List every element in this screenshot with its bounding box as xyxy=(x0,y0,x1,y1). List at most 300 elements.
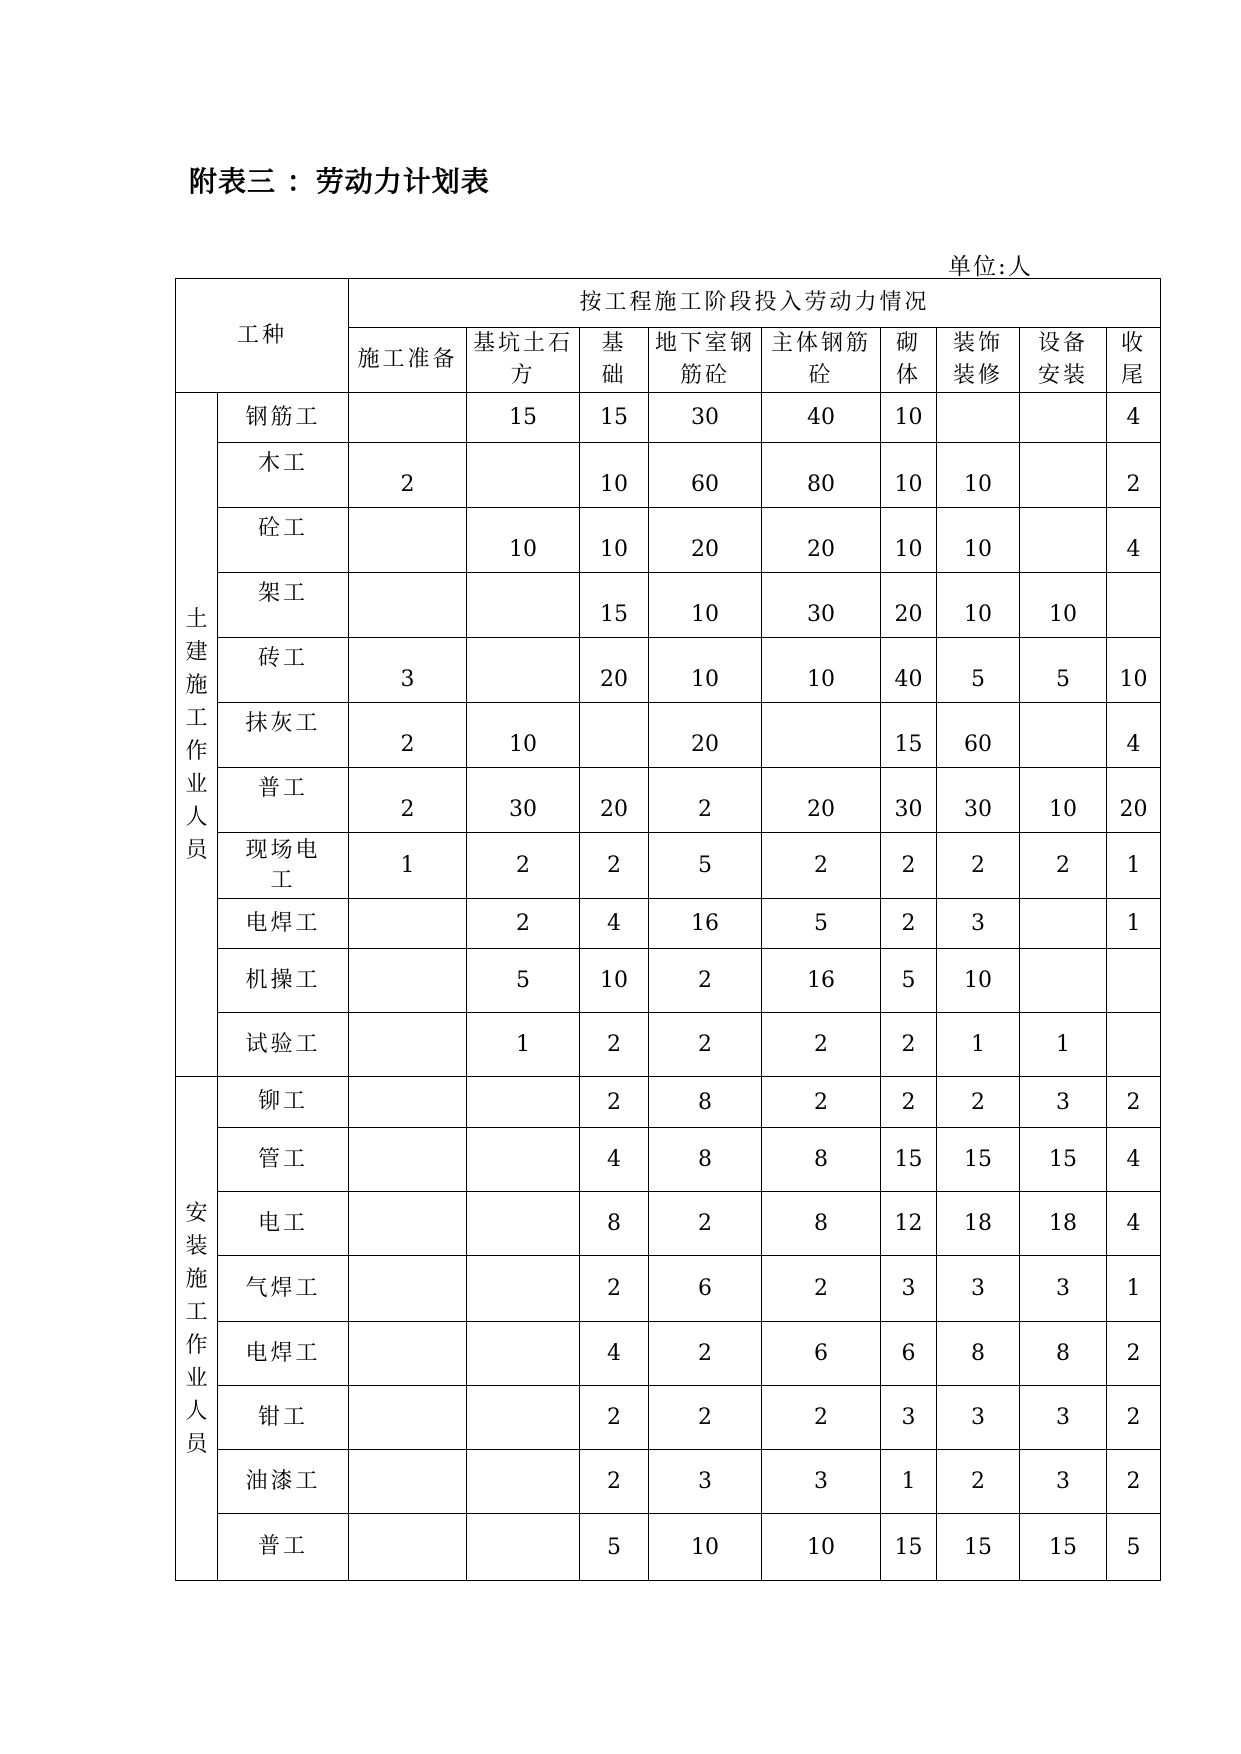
trade-name-cell xyxy=(218,1013,349,1077)
value-cell xyxy=(580,833,649,899)
cell-value: 1 xyxy=(400,853,415,878)
trade-name-cell xyxy=(218,1386,349,1450)
value-cell xyxy=(649,443,762,508)
cell-value: 10 xyxy=(964,601,993,627)
trade-name-cell xyxy=(218,393,349,443)
value-cell xyxy=(580,1322,649,1386)
cell-value: 40 xyxy=(894,666,923,692)
value-cell xyxy=(1020,1128,1107,1192)
value-cell xyxy=(349,1386,467,1450)
cell-value: 5 xyxy=(698,853,713,878)
table-row xyxy=(176,833,1161,899)
cell-value: 30 xyxy=(894,796,923,822)
cell-value: 8 xyxy=(698,1089,713,1115)
value-cell xyxy=(580,393,649,443)
header-trade-type xyxy=(176,279,349,393)
trade-name-cell xyxy=(218,1128,349,1192)
trade-name: 砼工 xyxy=(258,516,309,541)
cell-value: 10 xyxy=(894,471,923,497)
cell-value: 10 xyxy=(1119,666,1148,692)
cell-value: 2 xyxy=(1056,853,1071,878)
value-cell xyxy=(649,949,762,1013)
value-cell xyxy=(1020,949,1107,1013)
value-cell xyxy=(349,1450,467,1514)
cell-value: 2 xyxy=(607,1032,622,1057)
value-cell xyxy=(762,1514,881,1581)
cell-value: 15 xyxy=(894,1147,923,1172)
value-cell xyxy=(881,443,937,508)
cell-value: 16 xyxy=(807,968,836,993)
cell-value: 3 xyxy=(1056,1469,1071,1494)
trade-name: 普工 xyxy=(258,1534,309,1559)
cell-value: 15 xyxy=(894,1534,923,1560)
table-row xyxy=(176,899,1161,949)
value-cell xyxy=(762,1077,881,1128)
cell-value: 2 xyxy=(971,853,986,878)
cell-value: 4 xyxy=(607,1147,622,1172)
value-cell xyxy=(580,1077,649,1128)
value-cell xyxy=(762,508,881,573)
stage-label: 设备安装 xyxy=(1038,331,1089,388)
trade-name: 机操工 xyxy=(245,967,321,993)
cell-value: 8 xyxy=(1056,1341,1071,1366)
value-cell xyxy=(937,1256,1020,1322)
value-cell xyxy=(467,768,580,833)
value-cell xyxy=(1020,1386,1107,1450)
cell-value: 8 xyxy=(814,1211,829,1236)
value-cell xyxy=(349,1322,467,1386)
stage-header xyxy=(649,328,762,393)
cell-value: 15 xyxy=(600,601,629,627)
cell-value: 10 xyxy=(509,731,538,757)
cell-value: 4 xyxy=(1126,536,1141,562)
trade-name-cell xyxy=(218,1514,349,1581)
cell-value: 10 xyxy=(964,536,993,562)
cell-value: 3 xyxy=(1056,1089,1071,1115)
cell-value: 10 xyxy=(691,601,720,627)
trade-name-cell xyxy=(218,1450,349,1514)
value-cell xyxy=(580,443,649,508)
value-cell xyxy=(467,1450,580,1514)
cell-value: 2 xyxy=(814,853,829,878)
value-cell xyxy=(1107,1322,1161,1386)
value-cell xyxy=(649,393,762,443)
trade-name: 木工 xyxy=(258,451,309,476)
value-cell xyxy=(349,1077,467,1128)
value-cell xyxy=(649,1128,762,1192)
value-cell xyxy=(881,1256,937,1322)
trade-name-cell xyxy=(218,573,349,638)
cell-value: 15 xyxy=(894,731,923,757)
stage-header xyxy=(762,328,881,393)
trade-name-cell xyxy=(218,638,349,703)
value-cell xyxy=(1107,508,1161,573)
cell-value: 20 xyxy=(807,536,836,562)
cell-value: 5 xyxy=(607,1534,622,1560)
value-cell xyxy=(649,1514,762,1581)
cell-value: 12 xyxy=(894,1211,923,1236)
table-row xyxy=(176,443,1161,508)
cell-value: 5 xyxy=(516,968,531,993)
stage-label: 地下室钢筋砼 xyxy=(655,331,756,388)
cell-value: 4 xyxy=(607,911,622,936)
value-cell xyxy=(881,393,937,443)
trade-name: 电焊工 xyxy=(245,910,321,936)
civil-group-cell xyxy=(176,393,218,1077)
value-cell xyxy=(937,1077,1020,1128)
value-cell xyxy=(881,1013,937,1077)
cell-value: 2 xyxy=(1126,1089,1141,1115)
cell-value: 15 xyxy=(600,405,629,430)
value-cell xyxy=(467,573,580,638)
value-cell xyxy=(881,703,937,768)
value-cell xyxy=(349,573,467,638)
value-cell xyxy=(1020,833,1107,899)
cell-value: 3 xyxy=(971,911,986,936)
cell-value: 15 xyxy=(964,1534,993,1560)
cell-value: 30 xyxy=(509,796,538,822)
stage-header xyxy=(467,328,580,393)
value-cell xyxy=(649,703,762,768)
value-cell xyxy=(580,1256,649,1322)
value-cell xyxy=(1107,833,1161,899)
trade-name: 管工 xyxy=(258,1146,309,1172)
trade-name: 抹灰工 xyxy=(245,711,321,736)
value-cell xyxy=(649,638,762,703)
cell-value: 4 xyxy=(1126,731,1141,757)
cell-value: 6 xyxy=(814,1341,829,1366)
cell-value: 5 xyxy=(1126,1534,1141,1560)
cell-value: 8 xyxy=(971,1341,986,1366)
trade-name: 气焊工 xyxy=(245,1275,321,1301)
labor-plan-table xyxy=(175,278,1161,1581)
cell-value: 10 xyxy=(807,1534,836,1560)
cell-value: 6 xyxy=(901,1341,916,1366)
value-cell xyxy=(1020,508,1107,573)
cell-value: 2 xyxy=(901,853,916,878)
cell-value: 15 xyxy=(509,405,538,430)
value-cell xyxy=(937,393,1020,443)
value-cell xyxy=(937,443,1020,508)
cell-value: 20 xyxy=(600,666,629,692)
value-cell xyxy=(1107,1192,1161,1256)
cell-value: 2 xyxy=(607,1405,622,1430)
cell-value: 3 xyxy=(901,1405,916,1430)
page-title: 附表三 ：劳动力计划表 xyxy=(189,165,490,198)
value-cell xyxy=(467,833,580,899)
cell-value: 3 xyxy=(971,1405,986,1430)
cell-value: 10 xyxy=(894,405,923,430)
trade-name-cell xyxy=(218,1192,349,1256)
cell-value: 15 xyxy=(1049,1147,1078,1172)
cell-value: 2 xyxy=(901,1032,916,1057)
value-cell xyxy=(1107,1013,1161,1077)
header-row-1 xyxy=(176,279,1161,328)
cell-value: 15 xyxy=(964,1147,993,1172)
trade-name: 试验工 xyxy=(245,1031,321,1057)
value-cell xyxy=(1020,443,1107,508)
cell-value: 10 xyxy=(964,471,993,497)
value-cell xyxy=(762,703,881,768)
value-cell xyxy=(881,1128,937,1192)
value-cell xyxy=(937,1450,1020,1514)
value-cell xyxy=(762,833,881,899)
cell-value: 1 xyxy=(1126,853,1141,878)
cell-value: 2 xyxy=(400,471,415,497)
value-cell xyxy=(762,1322,881,1386)
stage-header xyxy=(881,328,937,393)
value-cell xyxy=(467,443,580,508)
table-row xyxy=(176,1192,1161,1256)
value-cell xyxy=(762,1386,881,1450)
value-cell xyxy=(937,703,1020,768)
value-cell xyxy=(467,703,580,768)
value-cell xyxy=(1107,393,1161,443)
value-cell xyxy=(881,1386,937,1450)
cell-value: 20 xyxy=(691,731,720,757)
unit-label: 单位:人 xyxy=(948,254,1033,280)
table-row xyxy=(176,1256,1161,1322)
cell-value: 3 xyxy=(1056,1276,1071,1301)
value-cell xyxy=(1107,703,1161,768)
value-cell xyxy=(467,393,580,443)
value-cell xyxy=(762,1192,881,1256)
cell-value: 20 xyxy=(894,601,923,627)
value-cell xyxy=(881,768,937,833)
trade-name: 架工 xyxy=(258,581,309,606)
trade-name-cell xyxy=(218,899,349,949)
cell-value: 8 xyxy=(814,1147,829,1172)
cell-value: 1 xyxy=(1056,1032,1071,1057)
stage-label: 基坑土石方 xyxy=(473,331,574,388)
value-cell xyxy=(937,1013,1020,1077)
cell-value: 10 xyxy=(807,666,836,692)
cell-value: 1 xyxy=(901,1469,916,1494)
stage-header xyxy=(937,328,1020,393)
value-cell xyxy=(881,638,937,703)
civil-group-label: 土建施工作业人员 xyxy=(185,606,208,863)
cell-value: 10 xyxy=(691,666,720,692)
value-cell xyxy=(580,768,649,833)
stage-header xyxy=(349,328,467,393)
value-cell xyxy=(937,949,1020,1013)
cell-value: 2 xyxy=(607,1089,622,1115)
trade-name-cell xyxy=(218,833,349,899)
value-cell xyxy=(467,899,580,949)
trade-name-cell xyxy=(218,508,349,573)
value-cell xyxy=(1020,1256,1107,1322)
value-cell xyxy=(1020,768,1107,833)
cell-value: 10 xyxy=(600,471,629,497)
stage-group-label: 按工程施工阶段投入劳动力情况 xyxy=(579,290,930,315)
trade-type-label: 工种 xyxy=(237,322,288,348)
value-cell xyxy=(649,1077,762,1128)
value-cell xyxy=(937,1322,1020,1386)
cell-value: 2 xyxy=(901,1089,916,1115)
value-cell xyxy=(580,638,649,703)
cell-value: 10 xyxy=(509,536,538,562)
cell-value: 1 xyxy=(1126,911,1141,936)
cell-value: 2 xyxy=(1126,471,1141,497)
trade-name-cell xyxy=(218,703,349,768)
trade-name: 砖工 xyxy=(258,646,309,671)
value-cell xyxy=(349,508,467,573)
value-cell xyxy=(1107,899,1161,949)
table-row xyxy=(176,949,1161,1013)
value-cell xyxy=(467,1192,580,1256)
value-cell xyxy=(649,1013,762,1077)
value-cell xyxy=(1107,949,1161,1013)
cell-value: 2 xyxy=(1126,1341,1141,1366)
table-row xyxy=(176,508,1161,573)
value-cell xyxy=(649,1322,762,1386)
stage-header xyxy=(580,328,649,393)
cell-value: 2 xyxy=(516,853,531,878)
value-cell xyxy=(349,1256,467,1322)
trade-name: 油漆工 xyxy=(245,1468,321,1494)
value-cell xyxy=(580,1128,649,1192)
cell-value: 10 xyxy=(964,968,993,993)
cell-value: 20 xyxy=(807,796,836,822)
value-cell xyxy=(1020,1192,1107,1256)
value-cell xyxy=(937,1128,1020,1192)
value-cell xyxy=(762,949,881,1013)
value-cell xyxy=(1020,573,1107,638)
cell-value: 2 xyxy=(698,1405,713,1430)
value-cell xyxy=(467,1077,580,1128)
value-cell xyxy=(1107,1514,1161,1581)
value-cell xyxy=(881,508,937,573)
cell-value: 5 xyxy=(901,968,916,993)
cell-value: 4 xyxy=(607,1341,622,1366)
stage-header xyxy=(1020,328,1107,393)
cell-value: 2 xyxy=(814,1089,829,1115)
value-cell xyxy=(1107,443,1161,508)
cell-value: 3 xyxy=(400,666,415,692)
cell-value: 3 xyxy=(698,1469,713,1494)
value-cell xyxy=(580,703,649,768)
cell-value: 8 xyxy=(607,1211,622,1236)
value-cell xyxy=(649,508,762,573)
value-cell xyxy=(467,949,580,1013)
value-cell xyxy=(467,1013,580,1077)
value-cell xyxy=(881,899,937,949)
table-row xyxy=(176,768,1161,833)
value-cell xyxy=(580,1450,649,1514)
value-cell xyxy=(349,1013,467,1077)
value-cell xyxy=(349,638,467,703)
table-row xyxy=(176,1322,1161,1386)
trade-name: 电工 xyxy=(258,1210,309,1236)
value-cell xyxy=(937,1386,1020,1450)
value-cell xyxy=(649,1386,762,1450)
cell-value: 2 xyxy=(698,968,713,993)
cell-value: 2 xyxy=(516,911,531,936)
cell-value: 2 xyxy=(698,1341,713,1366)
value-cell xyxy=(1107,573,1161,638)
cell-value: 5 xyxy=(814,911,829,936)
value-cell xyxy=(580,1013,649,1077)
cell-value: 10 xyxy=(1049,796,1078,822)
table-row xyxy=(176,1128,1161,1192)
value-cell xyxy=(881,1514,937,1581)
cell-value: 2 xyxy=(814,1276,829,1301)
value-cell xyxy=(467,638,580,703)
value-cell xyxy=(937,768,1020,833)
value-cell xyxy=(649,573,762,638)
value-cell xyxy=(762,1013,881,1077)
value-cell xyxy=(1107,1450,1161,1514)
value-cell xyxy=(649,768,762,833)
cell-value: 10 xyxy=(1049,601,1078,627)
value-cell xyxy=(1020,703,1107,768)
value-cell xyxy=(762,1450,881,1514)
cell-value: 1 xyxy=(1126,1276,1141,1301)
cell-value: 4 xyxy=(1126,1211,1141,1236)
trade-name: 钳工 xyxy=(258,1404,309,1430)
value-cell xyxy=(349,1128,467,1192)
value-cell xyxy=(1107,1128,1161,1192)
value-cell xyxy=(937,899,1020,949)
cell-value: 2 xyxy=(814,1032,829,1057)
cell-value: 2 xyxy=(400,796,415,822)
stage-label: 主体钢筋砼 xyxy=(771,331,872,388)
value-cell xyxy=(937,508,1020,573)
cell-value: 5 xyxy=(971,666,986,692)
cell-value: 30 xyxy=(964,796,993,822)
value-cell xyxy=(881,833,937,899)
cell-value: 2 xyxy=(698,796,713,822)
value-cell xyxy=(580,949,649,1013)
value-cell xyxy=(1107,638,1161,703)
cell-value: 40 xyxy=(807,405,836,430)
value-cell xyxy=(1020,638,1107,703)
cell-value: 3 xyxy=(1056,1405,1071,1430)
cell-value: 3 xyxy=(901,1276,916,1301)
cell-value: 80 xyxy=(807,471,836,497)
value-cell xyxy=(881,1322,937,1386)
value-cell xyxy=(1020,1077,1107,1128)
value-cell xyxy=(467,508,580,573)
table-row xyxy=(176,573,1161,638)
value-cell xyxy=(349,1514,467,1581)
value-cell xyxy=(762,1128,881,1192)
value-cell xyxy=(762,768,881,833)
stage-label: 砌体 xyxy=(896,331,922,388)
value-cell xyxy=(580,1386,649,1450)
value-cell xyxy=(349,393,467,443)
value-cell xyxy=(762,1256,881,1322)
value-cell xyxy=(349,443,467,508)
table-row xyxy=(176,1514,1161,1581)
cell-value: 15 xyxy=(1049,1534,1078,1560)
cell-value: 30 xyxy=(691,405,720,430)
cell-value: 2 xyxy=(607,1469,622,1494)
value-cell xyxy=(762,393,881,443)
value-cell xyxy=(937,833,1020,899)
cell-value: 20 xyxy=(1119,796,1148,822)
cell-value: 60 xyxy=(691,471,720,497)
value-cell xyxy=(649,1192,762,1256)
table-row xyxy=(176,703,1161,768)
value-cell xyxy=(349,833,467,899)
value-cell xyxy=(580,1192,649,1256)
value-cell xyxy=(881,573,937,638)
cell-value: 2 xyxy=(901,911,916,936)
value-cell xyxy=(1020,1514,1107,1581)
stage-label: 收尾 xyxy=(1121,331,1147,388)
value-cell xyxy=(349,703,467,768)
